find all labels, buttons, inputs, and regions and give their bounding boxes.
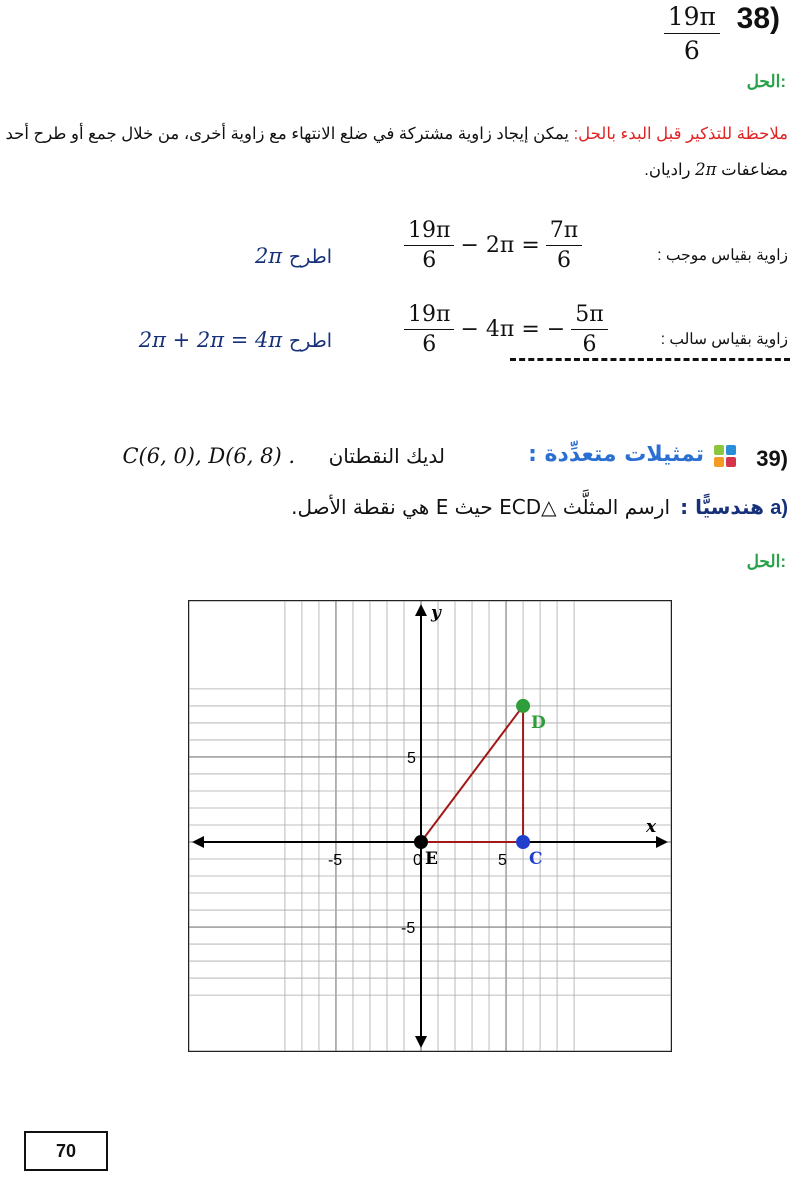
part-a-label: هندسيًّا : — [680, 495, 764, 519]
point-e — [414, 835, 428, 849]
negative-frac1-num: 19π — [404, 302, 454, 330]
point-label-e: E — [425, 849, 438, 869]
x-tick-label: -5 — [327, 852, 343, 869]
problem-39-title: تمثيلات متعدِّدة : — [528, 442, 704, 467]
problem-38-fraction-denominator: 6 — [683, 36, 700, 65]
negative-frac1-den: 6 — [422, 332, 437, 357]
negative-minus: − 4π = − — [460, 317, 566, 342]
coordinate-graph — [188, 600, 672, 1052]
positive-subtract-note — [255, 244, 332, 268]
y-tick-label: -5 — [401, 920, 416, 938]
y-axis-label: y — [431, 603, 441, 623]
problem-39-text: لديك النقطتان — [328, 444, 445, 468]
reminder-note — [3, 116, 788, 188]
part-a-text: ارسم المثلَّث △ECD حيث E هي نقطة الأصل. — [291, 495, 670, 519]
problem-38-solution-label: الحل: — [746, 72, 786, 91]
positive-minus: − 2π = — [460, 233, 540, 258]
positive-frac2-den: 6 — [557, 248, 571, 273]
reminder-note-math: 2π — [695, 160, 717, 179]
negative-subtract-math: 2π + 2π = 4π — [138, 328, 283, 352]
problem-39-number: 39) — [756, 446, 788, 471]
negative-angle-equation — [404, 302, 608, 357]
problem-39-solution-label: الحل: — [746, 552, 786, 571]
page-number: 70 — [24, 1131, 108, 1171]
point-c — [516, 835, 530, 849]
problem-38-fraction-numerator: 19π — [664, 2, 720, 34]
problem-38-fraction — [664, 2, 720, 65]
positive-frac1-den: 6 — [422, 248, 437, 273]
x-tick-label: 5 — [498, 852, 507, 869]
reminder-note-end: راديان. — [644, 161, 691, 179]
multiple-representations-icon — [712, 443, 738, 469]
x-tick-label: 0 — [413, 852, 422, 869]
negative-frac2-den: 6 — [582, 332, 597, 357]
part-a-letter: a) — [770, 497, 788, 519]
negative-angle-label: زاوية بقياس سالب : — [660, 331, 788, 348]
reminder-note-text: يمكن إيجاد زاوية مشتركة في ضلع الانتهاء مع زاوية أخرى، من خلال جمع أو طرح أحد مضاعفات — [5, 125, 788, 179]
point-d — [516, 699, 530, 713]
positive-angle-equation — [404, 218, 582, 273]
positive-subtract-word: اطرح — [288, 246, 332, 268]
positive-subtract-math: 2π — [254, 244, 283, 268]
positive-frac1-num: 19π — [404, 218, 454, 246]
negative-subtract-note — [139, 328, 332, 352]
positive-angle-label: زاوية بقياس موجب : — [657, 247, 788, 264]
negative-subtract-word: اطرح — [288, 330, 332, 352]
point-label-c: C — [529, 849, 543, 869]
problem-38-number: 38) — [736, 2, 780, 35]
point-label-d: D — [531, 712, 546, 733]
negative-frac2-num: 5π — [571, 302, 607, 330]
reminder-note-label: ملاحظة للتذكير قبل البدء بالحل: — [573, 125, 788, 143]
graph-frame — [189, 601, 672, 1052]
positive-frac2-num: 7π — [546, 218, 582, 246]
x-axis-label: x — [646, 817, 657, 837]
section-divider — [510, 358, 790, 364]
y-tick-label: 5 — [407, 749, 416, 767]
problem-39-points: C(6, 0), D(6, 8) . — [122, 444, 295, 468]
